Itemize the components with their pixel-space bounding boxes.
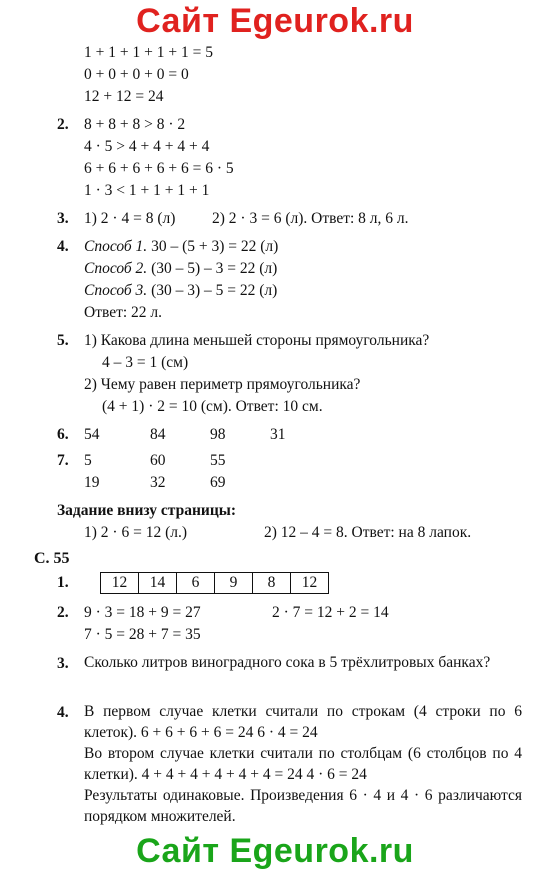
exercise-number: 4. — [57, 704, 69, 721]
text-line: 7 · 5 = 28 + 7 = 35 — [84, 626, 201, 643]
text-line: 12 + 12 = 24 — [84, 88, 164, 105]
text-line: 4 – 3 = 1 (см) — [102, 354, 189, 371]
text-line: 0 + 0 + 0 + 0 = 0 — [84, 66, 189, 83]
exercise-number: 3. — [57, 655, 69, 672]
exercise-number: 3. — [57, 210, 69, 227]
row6-value: 31 — [270, 426, 286, 443]
method-expression: (30 – 3) – 5 = 22 (л) — [147, 282, 278, 299]
exercise-number: 2. — [57, 116, 69, 133]
number-grid — [100, 572, 329, 594]
row7-value: 19 — [84, 474, 100, 491]
method-label: Способ 2. — [84, 260, 148, 277]
exercise-number: 6. — [57, 426, 69, 443]
paragraph: В первом случае клетки считали по строкам (4 строки по 6 клеток). 6 + 6 + 6 + 6 = 24 6 · 4 = 24 — [84, 703, 522, 741]
method-expression: (30 – 5) – 3 = 22 (л) — [147, 260, 278, 277]
text-line: 1) Какова длина меньшей стороны прямоугольника? — [84, 332, 430, 349]
text-line — [84, 238, 278, 256]
text-line: Ответ: 22 л. — [84, 304, 163, 321]
text-line: 1) 2 · 6 = 12 (л.) — [84, 524, 187, 541]
text-line: 8 + 8 + 8 > 8 · 2 — [84, 116, 186, 133]
text-line — [84, 282, 277, 300]
row7-value: 60 — [150, 452, 166, 469]
text-line: 2) 2 · 3 = 6 (л). Ответ: 8 л, 6 л. — [212, 210, 409, 227]
text-line: 1) 2 · 4 = 8 (л) — [84, 210, 176, 227]
grid-cell: 12 — [101, 573, 139, 593]
row7-value: 32 — [150, 474, 166, 491]
text-line: 2 · 7 = 12 + 2 = 14 — [272, 604, 389, 621]
text-line: 4 · 5 > 4 + 4 + 4 + 4 — [84, 138, 210, 155]
text-line: 1 + 1 + 1 + 1 + 1 = 5 — [84, 44, 213, 61]
text-line: 9 · 3 = 18 + 9 = 27 — [84, 604, 201, 621]
exercise-number: 4. — [57, 238, 69, 255]
exercise-number: 1. — [57, 574, 69, 591]
text-line: 2) 12 – 4 = 8. Ответ: на 8 лапок. — [264, 524, 472, 541]
section-heading: Задание внизу страницы: — [57, 502, 237, 519]
page-label: С. 55 — [34, 550, 70, 567]
exercise-number: 7. — [57, 452, 69, 469]
paragraph: Во втором случае клетки считали по столбцам (6 столбцов по 4 клетки). 4 + 4 + 4 + 4 + 4 + 4 = 24 4 · 6 = 24 — [84, 745, 522, 783]
method-expression: 30 – (5 + 3) = 22 (л) — [147, 238, 279, 255]
grid-cell: 9 — [215, 573, 253, 593]
text-line: 1 · 3 < 1 + 1 + 1 + 1 — [84, 182, 210, 199]
grid-cell: 8 — [253, 573, 291, 593]
exercise-number: 2. — [57, 604, 69, 621]
row7-value: 55 — [210, 452, 226, 469]
grid-cell: 6 — [177, 573, 215, 593]
row7-value: 69 — [210, 474, 226, 491]
row6-value: 98 — [210, 426, 226, 443]
row6-value: 54 — [84, 426, 100, 443]
grid-cell: 12 — [301, 574, 318, 591]
grid-cell: 14 — [139, 573, 177, 593]
row6-value: 84 — [150, 426, 166, 443]
paragraph: Сколько литров виноградного сока в 5 трёхлитровых банках? — [84, 654, 491, 671]
watermark-top: Сайт Egeurok.ru — [136, 2, 414, 40]
text-line: 2) Чему равен периметр прямоугольника? — [84, 376, 361, 393]
method-label: Способ 1. — [84, 238, 148, 255]
text-line — [84, 260, 277, 278]
exercise-number: 5. — [57, 332, 69, 349]
method-label: Способ 3. — [84, 282, 148, 299]
watermark-bottom: Сайт Egeurok.ru — [136, 832, 414, 870]
text-line: 6 + 6 + 6 + 6 + 6 = 6 · 5 — [84, 160, 234, 177]
text-line: (4 + 1) · 2 = 10 (см). Ответ: 10 см. — [102, 398, 323, 415]
row7-value: 5 — [84, 452, 92, 469]
paragraph: Результаты одинаковые. Произведения 6 · 4 и 4 · 6 различаются порядком множителей. — [84, 787, 522, 825]
